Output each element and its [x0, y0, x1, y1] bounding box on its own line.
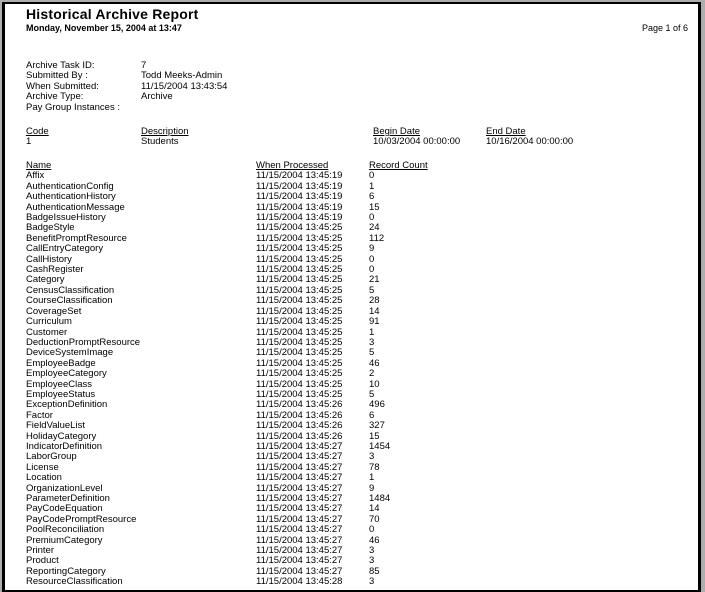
cell-when-processed: 11/15/2004 13:45:27: [256, 472, 343, 484]
cell-record-count: 14: [369, 503, 380, 515]
table-row: [26, 483, 686, 493]
cell-name: FieldValueList: [26, 420, 85, 432]
pay-group-rows: [26, 136, 686, 146]
cell-name: OrganizationLevel: [26, 482, 103, 494]
cell-name: CourseClassification: [26, 295, 113, 307]
cell-when-processed: 11/15/2004 13:45:19: [256, 191, 343, 203]
info-value: 11/15/2004 13:43:54: [141, 80, 228, 92]
cell-record-count: 9: [369, 243, 375, 255]
info-row: [26, 81, 686, 91]
cell-record-count: 1: [369, 180, 375, 192]
table-row: [26, 555, 686, 565]
cell-when-processed: 11/15/2004 13:45:25: [256, 222, 343, 234]
table-row: [26, 545, 686, 555]
table-row: [26, 451, 686, 461]
cell-when-processed: 11/15/2004 13:45:25: [256, 357, 343, 369]
cell-record-count: 3: [369, 555, 375, 567]
table-row: [26, 202, 686, 212]
cell-when-processed: 11/15/2004 13:45:26: [256, 399, 343, 411]
table-row: [26, 243, 686, 253]
cell-name: AuthenticationConfig: [26, 180, 114, 192]
pay-group-table: [26, 126, 686, 147]
cell-name: CallEntryCategory: [26, 243, 104, 255]
cell-when-processed: 11/15/2004 13:45:26: [256, 420, 343, 432]
cell-code: 1: [26, 136, 32, 148]
cell-when-processed: 11/15/2004 13:45:25: [256, 264, 343, 276]
table-row: [26, 306, 686, 316]
cell-name: License: [26, 461, 59, 473]
table-row: [26, 254, 686, 264]
cell-record-count: 0: [369, 253, 375, 265]
cell-when-processed: 11/15/2004 13:45:25: [256, 368, 343, 380]
cell-when-processed: 11/15/2004 13:45:27: [256, 545, 343, 557]
cell-when-processed: 11/15/2004 13:45:25: [256, 295, 343, 307]
info-value: Archive: [141, 91, 173, 103]
table-row: [26, 285, 686, 295]
table-row: [26, 410, 686, 420]
table-row: [26, 441, 686, 451]
cell-name: ResourceClassification: [26, 576, 123, 588]
cell-when-processed: 11/15/2004 13:45:25: [256, 316, 343, 328]
cell-name: PayCodeEquation: [26, 503, 103, 515]
cell-name: AuthenticationMessage: [26, 201, 125, 213]
info-label: Archive Task ID:: [26, 60, 95, 71]
cell-name: Customer: [26, 326, 68, 338]
cell-name: PremiumCategory: [26, 534, 103, 546]
cell-end-date: 10/16/2004 00:00:00: [486, 136, 574, 148]
cell-record-count: 0: [369, 524, 375, 536]
cell-when-processed: 11/15/2004 13:45:25: [256, 347, 343, 359]
cell-name: HolidayCategory: [26, 430, 97, 442]
page-title: Historical Archive Report: [26, 6, 199, 22]
cell-when-processed: 11/15/2004 13:45:27: [256, 461, 343, 473]
table-row: [26, 327, 686, 337]
info-value: Todd Meeks-Admin: [141, 70, 223, 82]
info-row: [26, 102, 686, 112]
records-table: [26, 160, 686, 587]
cell-record-count: 496: [369, 399, 385, 411]
cell-record-count: 70: [369, 513, 380, 525]
cell-name: ExceptionDefinition: [26, 399, 108, 411]
cell-name: EmployeeBadge: [26, 357, 96, 369]
cell-record-count: 3: [369, 451, 375, 463]
table-row: [26, 420, 686, 430]
column-header-code: Code: [26, 126, 49, 137]
cell-record-count: 3: [369, 576, 375, 588]
cell-name: ReportingCategory: [26, 565, 106, 577]
cell-record-count: 6: [369, 191, 375, 203]
info-row: [26, 60, 686, 70]
cell-when-processed: 11/15/2004 13:45:27: [256, 513, 343, 525]
cell-when-processed: 11/15/2004 13:45:25: [256, 253, 343, 265]
table-row: [26, 368, 686, 378]
table-row: [26, 222, 686, 232]
cell-record-count: 0: [369, 212, 375, 224]
table-row: [26, 233, 686, 243]
cell-record-count: 3: [369, 336, 375, 348]
pay-group-table-header: [26, 126, 686, 136]
table-row: [26, 389, 686, 399]
cell-when-processed: 11/15/2004 13:45:27: [256, 534, 343, 546]
cell-name: Location: [26, 472, 62, 484]
table-row: [26, 358, 686, 368]
cell-record-count: 5: [369, 388, 375, 400]
cell-name: EmployeeStatus: [26, 388, 96, 400]
cell-when-processed: 11/15/2004 13:45:19: [256, 180, 343, 192]
column-header-when-processed: When Processed: [256, 160, 329, 171]
archive-info-section: [26, 60, 686, 112]
info-label: When Submitted:: [26, 80, 99, 92]
column-header-record-count: Record Count: [369, 160, 428, 171]
cell-name: EmployeeClass: [26, 378, 92, 390]
cell-record-count: 21: [369, 274, 380, 286]
cell-name: BadgeStyle: [26, 222, 75, 234]
cell-record-count: 1484: [369, 493, 391, 504]
column-header-end-date: End Date: [486, 126, 526, 137]
cell-record-count: 10: [369, 378, 380, 390]
table-row: [26, 524, 686, 534]
table-row: [26, 493, 686, 503]
cell-name: BenefitPromptResource: [26, 232, 127, 244]
info-label: Submitted By :: [26, 70, 88, 82]
cell-when-processed: 11/15/2004 13:45:27: [256, 503, 343, 515]
cell-name: CashRegister: [26, 264, 84, 276]
cell-record-count: 0: [369, 170, 375, 182]
cell-record-count: 327: [369, 420, 385, 432]
cell-name: PoolReconciliation: [26, 524, 105, 536]
table-row: [26, 337, 686, 347]
cell-record-count: 6: [369, 409, 375, 421]
report-page: [2, 2, 701, 592]
table-row: [26, 514, 686, 524]
table-row: [26, 379, 686, 389]
info-row: [26, 91, 686, 101]
cell-when-processed: 11/15/2004 13:45:27: [256, 493, 343, 504]
table-row: [26, 462, 686, 472]
cell-when-processed: 11/15/2004 13:45:27: [256, 482, 343, 494]
cell-record-count: 91: [369, 316, 380, 328]
table-row: [26, 399, 686, 409]
cell-record-count: 1454: [369, 440, 391, 452]
cell-when-processed: 11/15/2004 13:45:25: [256, 274, 343, 286]
cell-name: PayCodePromptResource: [26, 513, 137, 525]
table-row: [26, 535, 686, 545]
cell-name: CallHistory: [26, 253, 72, 265]
cell-when-processed: 11/15/2004 13:45:19: [256, 170, 343, 182]
cell-when-processed: 11/15/2004 13:45:27: [256, 451, 343, 463]
cell-record-count: 1: [369, 326, 375, 338]
table-row: [26, 295, 686, 305]
cell-when-processed: 11/15/2004 13:45:27: [256, 555, 343, 567]
table-row: [26, 136, 686, 146]
cell-record-count: 3: [369, 545, 375, 557]
table-row: [26, 274, 686, 284]
table-row: [26, 347, 686, 357]
page-number-indicator: Page 1 of 6: [641, 23, 688, 33]
report-generated-date: Monday, November 15, 2004 at 13:47: [26, 23, 182, 33]
cell-name: DeductionPromptResource: [26, 336, 141, 348]
cell-when-processed: 11/15/2004 13:45:25: [256, 232, 343, 244]
records-rows: [26, 170, 686, 586]
cell-record-count: 5: [369, 347, 375, 359]
cell-name: Affix: [26, 170, 45, 182]
cell-when-processed: 11/15/2004 13:45:19: [256, 212, 343, 224]
cell-name: CoverageSet: [26, 305, 82, 317]
cell-record-count: 0: [369, 264, 375, 276]
cell-record-count: 112: [369, 232, 385, 244]
cell-when-processed: 11/15/2004 13:45:26: [256, 409, 343, 421]
table-row: [26, 576, 686, 586]
cell-when-processed: 11/15/2004 13:45:25: [256, 243, 343, 255]
info-value: 7: [141, 60, 147, 71]
cell-name: Factor: [26, 409, 53, 421]
info-label: Archive Type:: [26, 91, 84, 103]
cell-when-processed: 11/15/2004 13:45:25: [256, 326, 343, 338]
table-row: [26, 566, 686, 576]
cell-record-count: 78: [369, 461, 380, 473]
column-header-description: Description: [141, 126, 189, 137]
cell-record-count: 85: [369, 565, 380, 577]
cell-when-processed: 11/15/2004 13:45:19: [256, 201, 343, 213]
cell-when-processed: 11/15/2004 13:45:28: [256, 576, 343, 588]
table-row: [26, 212, 686, 222]
cell-name: Curriculum: [26, 316, 72, 328]
table-row: [26, 472, 686, 482]
info-row: [26, 70, 686, 80]
cell-name: CensusClassification: [26, 284, 115, 296]
column-header-name: Name: [26, 160, 52, 171]
cell-description: Students: [141, 136, 179, 148]
cell-name: IndicatorDefinition: [26, 440, 103, 452]
cell-when-processed: 11/15/2004 13:45:27: [256, 524, 343, 536]
cell-when-processed: 11/15/2004 13:45:25: [256, 378, 343, 390]
cell-record-count: 14: [369, 305, 380, 317]
cell-name: AuthenticationHistory: [26, 191, 116, 203]
cell-name: Category: [26, 274, 65, 286]
cell-when-processed: 11/15/2004 13:45:25: [256, 305, 343, 317]
cell-when-processed: 11/15/2004 13:45:27: [256, 440, 343, 452]
records-table-header: [26, 160, 686, 170]
cell-when-processed: 11/15/2004 13:45:26: [256, 430, 343, 442]
cell-name: LaborGroup: [26, 451, 77, 463]
cell-name: Product: [26, 555, 59, 567]
table-row: [26, 191, 686, 201]
table-row: [26, 316, 686, 326]
cell-begin-date: 10/03/2004 00:00:00: [373, 136, 461, 148]
cell-name: BadgeIssueHistory: [26, 212, 106, 224]
cell-record-count: 2: [369, 368, 375, 380]
cell-when-processed: 11/15/2004 13:45:27: [256, 565, 343, 577]
table-row: [26, 170, 686, 180]
cell-record-count: 46: [369, 534, 380, 546]
cell-when-processed: 11/15/2004 13:45:25: [256, 388, 343, 400]
cell-when-processed: 11/15/2004 13:45:25: [256, 284, 343, 296]
cell-record-count: 15: [369, 430, 380, 442]
cell-record-count: 15: [369, 201, 380, 213]
cell-name: ParameterDefinition: [26, 493, 110, 504]
table-row: [26, 503, 686, 513]
cell-name: Printer: [26, 545, 54, 557]
table-row: [26, 264, 686, 274]
cell-record-count: 1: [369, 472, 375, 484]
cell-record-count: 5: [369, 284, 375, 296]
cell-record-count: 46: [369, 357, 380, 369]
cell-record-count: 28: [369, 295, 380, 307]
info-label: Pay Group Instances :: [26, 101, 120, 113]
cell-when-processed: 11/15/2004 13:45:25: [256, 336, 343, 348]
table-row: [26, 181, 686, 191]
cell-record-count: 9: [369, 482, 375, 494]
cell-record-count: 24: [369, 222, 380, 234]
cell-name: DeviceSystemImage: [26, 347, 114, 359]
table-row: [26, 431, 686, 441]
column-header-begin-date: Begin Date: [373, 126, 421, 137]
cell-name: EmployeeCategory: [26, 368, 107, 380]
